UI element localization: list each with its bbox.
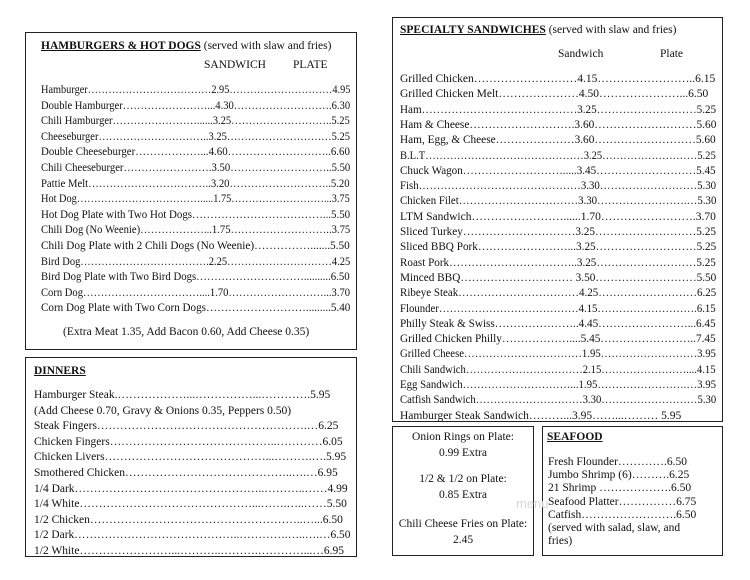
menu-item: Grilled Chicken Philly………………....5.45……………………..7.45 [400, 333, 716, 346]
sides-line: Chili Cheese Fries on Plate: [398, 518, 528, 530]
menu-item: Sliced Turkey…………………………3.25………………………5.25 [400, 226, 716, 238]
menu-item: Hamburger Steak Sandwich………...3.95……...……… 5.95 [400, 409, 682, 422]
menu-item: Chili Cheeseburger…………………….3.50………………………..5.50 [41, 162, 351, 174]
menu-item: Chili Hamburger……………………......3.25………………………..5.25 [41, 115, 350, 128]
menu-item: Pattie Melt……………………………..3.20………………………..5.20 [41, 177, 350, 190]
sides-line: Onion Rings on Plate: [412, 431, 514, 443]
menu-item: Grilled Chicken Melt…………………4.50…………………...6.50 [400, 88, 709, 101]
sides-line: 2.45 [452, 534, 474, 546]
menu-item: Catfish…………………….6.50 [548, 508, 697, 521]
menu-item: Grilled Cheese……………………………1.95………………………3.95 [400, 348, 716, 361]
seafood-section [542, 426, 723, 556]
menu-item: 1/2 Dark……………………………………..………….…..….…6.50 [34, 529, 351, 542]
menu-item: Catfish Sandwich…………………………3.30………………………5.30 [400, 394, 717, 407]
menu-item: Grilled Chicken………………………4.15……………………..6.15 [400, 73, 716, 85]
burgers-extras-note: (Extra Meat 1.35, Add Bacon 0.60, Add Cheese 0.35) [63, 326, 310, 338]
dinners-section [25, 357, 357, 557]
burgers-subtitle: (served with slaw and fries) [203, 40, 332, 52]
menu-item: Hot Dog Plate with Two Hot Dogs………………………………...5.50 [41, 208, 351, 221]
sides-line: 0.99 Extra [439, 447, 487, 459]
menu-item: Jumbo Shrimp (6)……….6.25 [548, 469, 690, 482]
menu-item: Chili Dog (No Weenie)………………...1.75………………………..3.75 [41, 224, 351, 237]
burgers-title: HAMBURGERS & HOT DOGS [41, 40, 201, 52]
menu-item: Ham & Cheese……………………….3.60………………………5.60 [400, 118, 717, 131]
menu-item: Roast Pork……………………………..3.25………………………5.25 [400, 256, 716, 269]
menu-item: Fish………………………………………3.30………………………5.30 [400, 180, 717, 193]
specialty-section [392, 17, 723, 422]
menu-item: Chicken Fingers……………………………………..…………6.05 [34, 435, 343, 448]
watermark: menu [516, 496, 549, 511]
menu-item: Double Cheeseburger………………...4.60………………………..6.60 [41, 146, 350, 159]
menu-item: Hot Dog……………………………….....1.75………………………...3.75 [41, 193, 350, 206]
specialty-title: SPECIALTY SANDWICHES [400, 24, 546, 36]
menu-item: Hamburger Steak.………………...……………...………….5.95 [34, 389, 331, 401]
burgers-col-sandwich: SANDWICH [204, 59, 266, 71]
menu-item: B.L.T………………………………………3.25………………………5.25 [400, 149, 716, 162]
burgers-col-plate: PLATE [293, 59, 328, 71]
menu-item: (served with salad, slaw, and [548, 522, 681, 534]
menu-item: Chili Sandwich……………………………2.15……………………....4.15 [400, 363, 716, 376]
menu-item: Hamburger………………………………2.95…………………………4.95 [41, 84, 351, 96]
sides-line: 1/2 & 1/2 on Plate: [419, 473, 507, 485]
menu-item: Double Hamburger……………………...4.30……………………….6.30 [41, 99, 351, 112]
burgers-header [41, 39, 331, 54]
menu-item: Seafood Platter……………6.75 [548, 495, 697, 508]
menu-item: Flounder…………………………………4.15……………………….6.15 [400, 302, 716, 315]
menu-item: Corn Dog Plate with Two Corn Dogs……………………….........5.40 [41, 302, 351, 315]
specialty-header [400, 23, 676, 38]
menu-item: Corn Dog……………………………....1.70………………………...3.70 [41, 286, 351, 299]
menu-item: 1/2 Chicken………………………………………………..…...6.50 [34, 513, 343, 526]
specialty-col-sandwich: Sandwich [558, 48, 604, 60]
menu-item: Steak Fingers……………………………………………….…6.25 [34, 420, 339, 433]
menu-item: LTM Sandwich……………………......1.70…………………….3.70 [400, 210, 716, 223]
menu-item: Philly Steak & Swiss…………………..4.45……………………...6.45 [400, 317, 716, 330]
menu-item: Cheeseburger…………………………..3.25…………………………5.25 [41, 130, 351, 143]
menu-item: Fresh Flounder………….6.50 [548, 456, 687, 468]
menu-item: Smothered Chicken……………………………………..….…6.95 [34, 467, 338, 479]
menu-item: fries) [548, 535, 573, 548]
menu-item: Ham……………………………………3.25………………………5.25 [400, 103, 717, 116]
menu-item: Chicken Livers……………………………………...……….….5.95 [34, 451, 347, 464]
seafood-title: SEAFOOD [547, 431, 603, 443]
burgers-section [25, 32, 357, 350]
specialty-col-plate: Plate [660, 48, 683, 60]
menu-item: 1/4 White………………………………………...…….…..……5.50 [34, 498, 347, 511]
menu-item: Sliced BBQ Pork……………………...3.25………………………5.25 [400, 241, 717, 254]
menu-item: Bird Dog Plate with Two Bird Dogs…………………………..........6.50 [41, 271, 350, 284]
menu-item: Chuck Wagon……………………….....3.45………………………5.45 [400, 164, 716, 177]
menu-item: 21 Shrimp ……………….6.50 [548, 482, 692, 495]
sides-line: 0.85 Extra [439, 489, 487, 501]
menu-item: Chicken Filet……………………………3.30…………………….…5.30 [400, 195, 717, 208]
menu-item: 1/4 Dark…………………………………………..………..……4.99 [34, 482, 348, 495]
menu-item: (Add Cheese 0.70, Gravy & Onions 0.35, Peppers 0.50) [34, 404, 292, 417]
menu-item: Chili Dog Plate with 2 Chili Dogs (No Weenie)…………….......5.50 [41, 240, 350, 252]
menu-item: Egg Sandwich…………………………...1.95…………………….…3.95 [400, 379, 717, 391]
menu-item: Ham, Egg, & Cheese…………………3.60………………………5.60 [400, 134, 716, 147]
sides-section [392, 426, 534, 556]
specialty-subtitle: (served with slaw and fries) [548, 24, 677, 36]
dinners-title: DINNERS [34, 365, 86, 377]
menu-item: Ribeye Steak……………………………4.25………………………6.25 [400, 287, 717, 300]
menu-item: Bird Dog……………………………….2.25…………………………4.25 [41, 255, 351, 268]
menu-item: Minced BBQ………………………… 3.50………………………5.50 [400, 271, 717, 284]
menu-item: 1/2 White……………………...………..……….…………...…6.95 [34, 545, 344, 557]
